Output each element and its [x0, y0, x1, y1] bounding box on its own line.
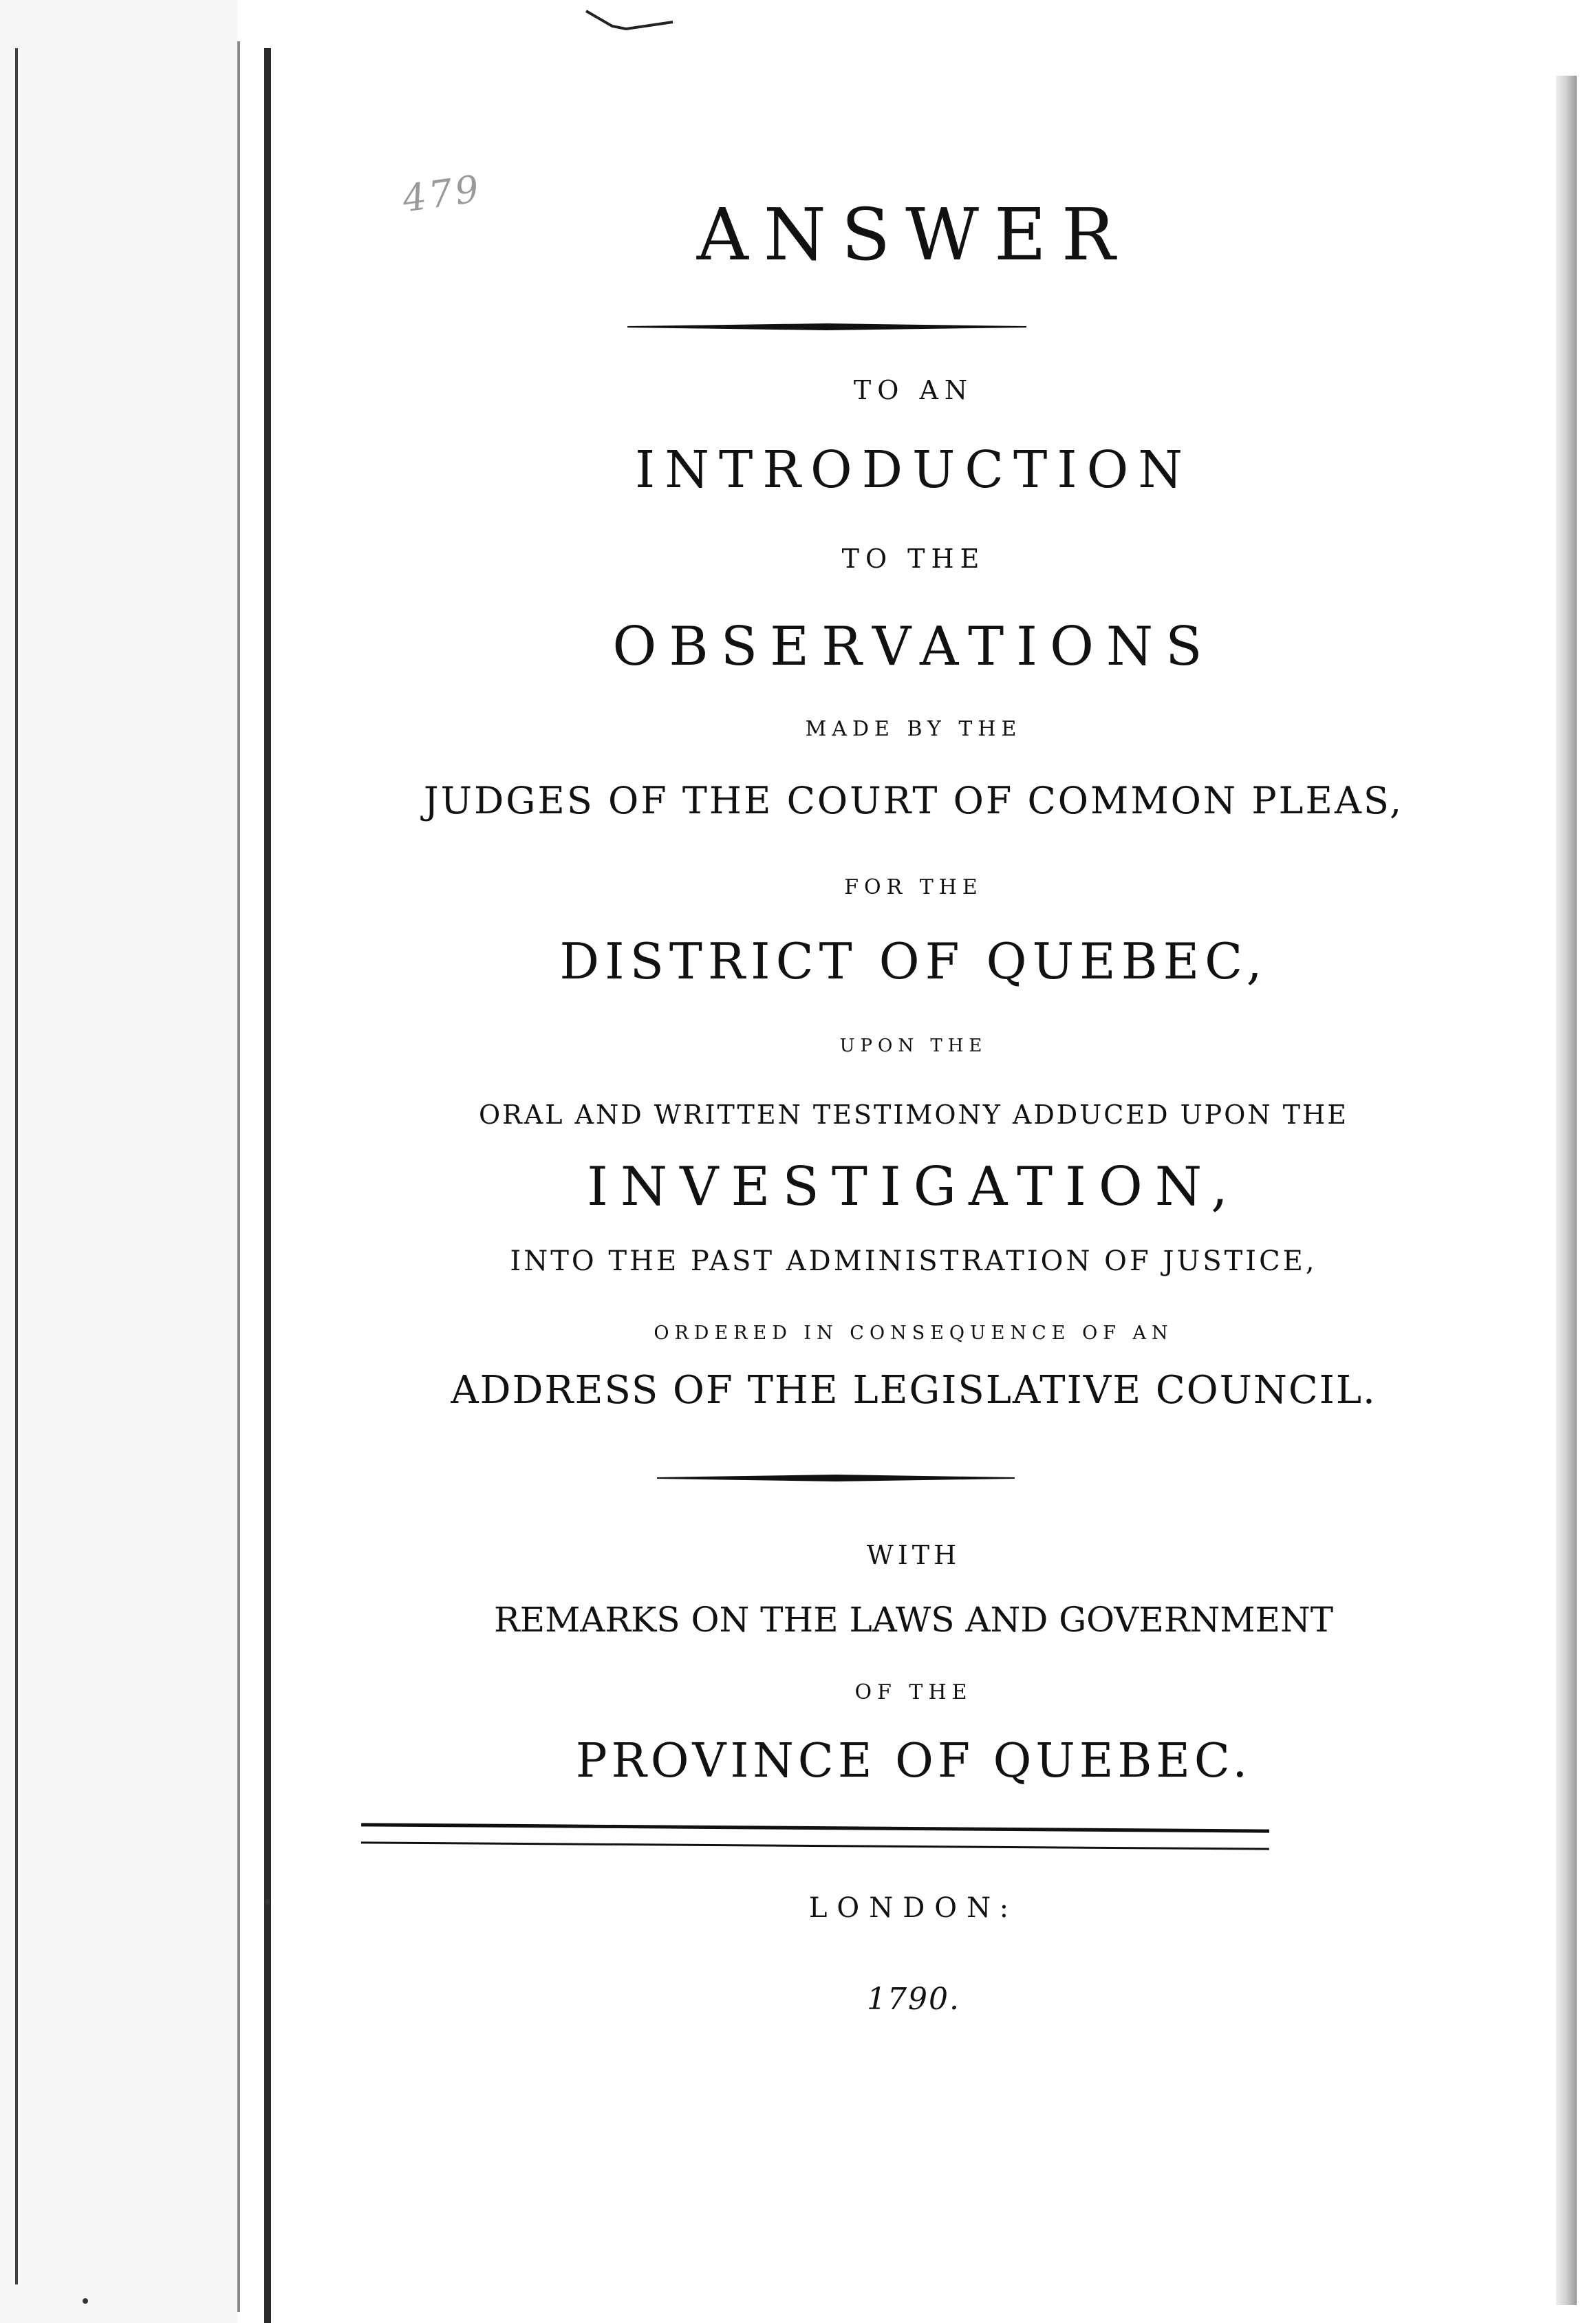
book-spine [264, 48, 271, 2323]
line-observations: OBSERVATIONS [612, 616, 1215, 678]
line-remarks: REMARKS ON THE LAWS AND GOVERNMENT [493, 1600, 1334, 1640]
page-fore-edge [1556, 76, 1577, 2305]
line-province: PROVINCE OF QUEBEC. [575, 1734, 1252, 1788]
line-to-the: TO THE [841, 544, 986, 574]
margin-dot [83, 2298, 88, 2304]
handwritten-shelf-mark: 479 [400, 167, 484, 221]
line-introduction: INTRODUCTION [634, 440, 1193, 500]
line-past-administration: INTO THE PAST ADMINISTRATION OF JUSTICE, [510, 1245, 1317, 1277]
line-address: ADDRESS OF THE LEGISLATIVE COUNCIL. [451, 1368, 1377, 1413]
line-upon-the: UPON THE [839, 1036, 988, 1056]
ornamental-rule-middle [657, 1475, 1015, 1481]
double-rule [361, 1823, 1269, 1850]
line-ordered: ORDERED IN CONSEQUENCE OF AN [654, 1323, 1174, 1344]
imprint-year: 1790. [867, 1982, 960, 2017]
margin-dot [265, 1899, 270, 1905]
imprint-place: LONDON: [808, 1892, 1019, 1924]
title-answer: ANSWER [696, 193, 1131, 277]
line-made-by-the: MADE BY THE [805, 717, 1022, 741]
facing-page-edge [15, 48, 18, 2284]
line-for-the: FOR THE [844, 875, 983, 899]
line-of-the: OF THE [854, 1680, 973, 1704]
line-investigation: INVESTIGATION, [587, 1156, 1240, 1218]
line-oral-testimony: ORAL AND WRITTEN TESTIMONY ADDUCED UPON THE [479, 1100, 1348, 1130]
ornamental-rule-top [627, 323, 1026, 330]
gutter-line [237, 41, 240, 2312]
line-to-an: TO AN [853, 375, 974, 405]
facing-page [0, 0, 237, 2323]
line-judges: JUDGES OF THE COURT OF COMMON PLEAS, [423, 779, 1404, 822]
line-with: WITH [866, 1540, 961, 1570]
line-district: DISTRICT OF QUEBEC, [559, 932, 1268, 990]
top-edge-mark [585, 6, 674, 33]
